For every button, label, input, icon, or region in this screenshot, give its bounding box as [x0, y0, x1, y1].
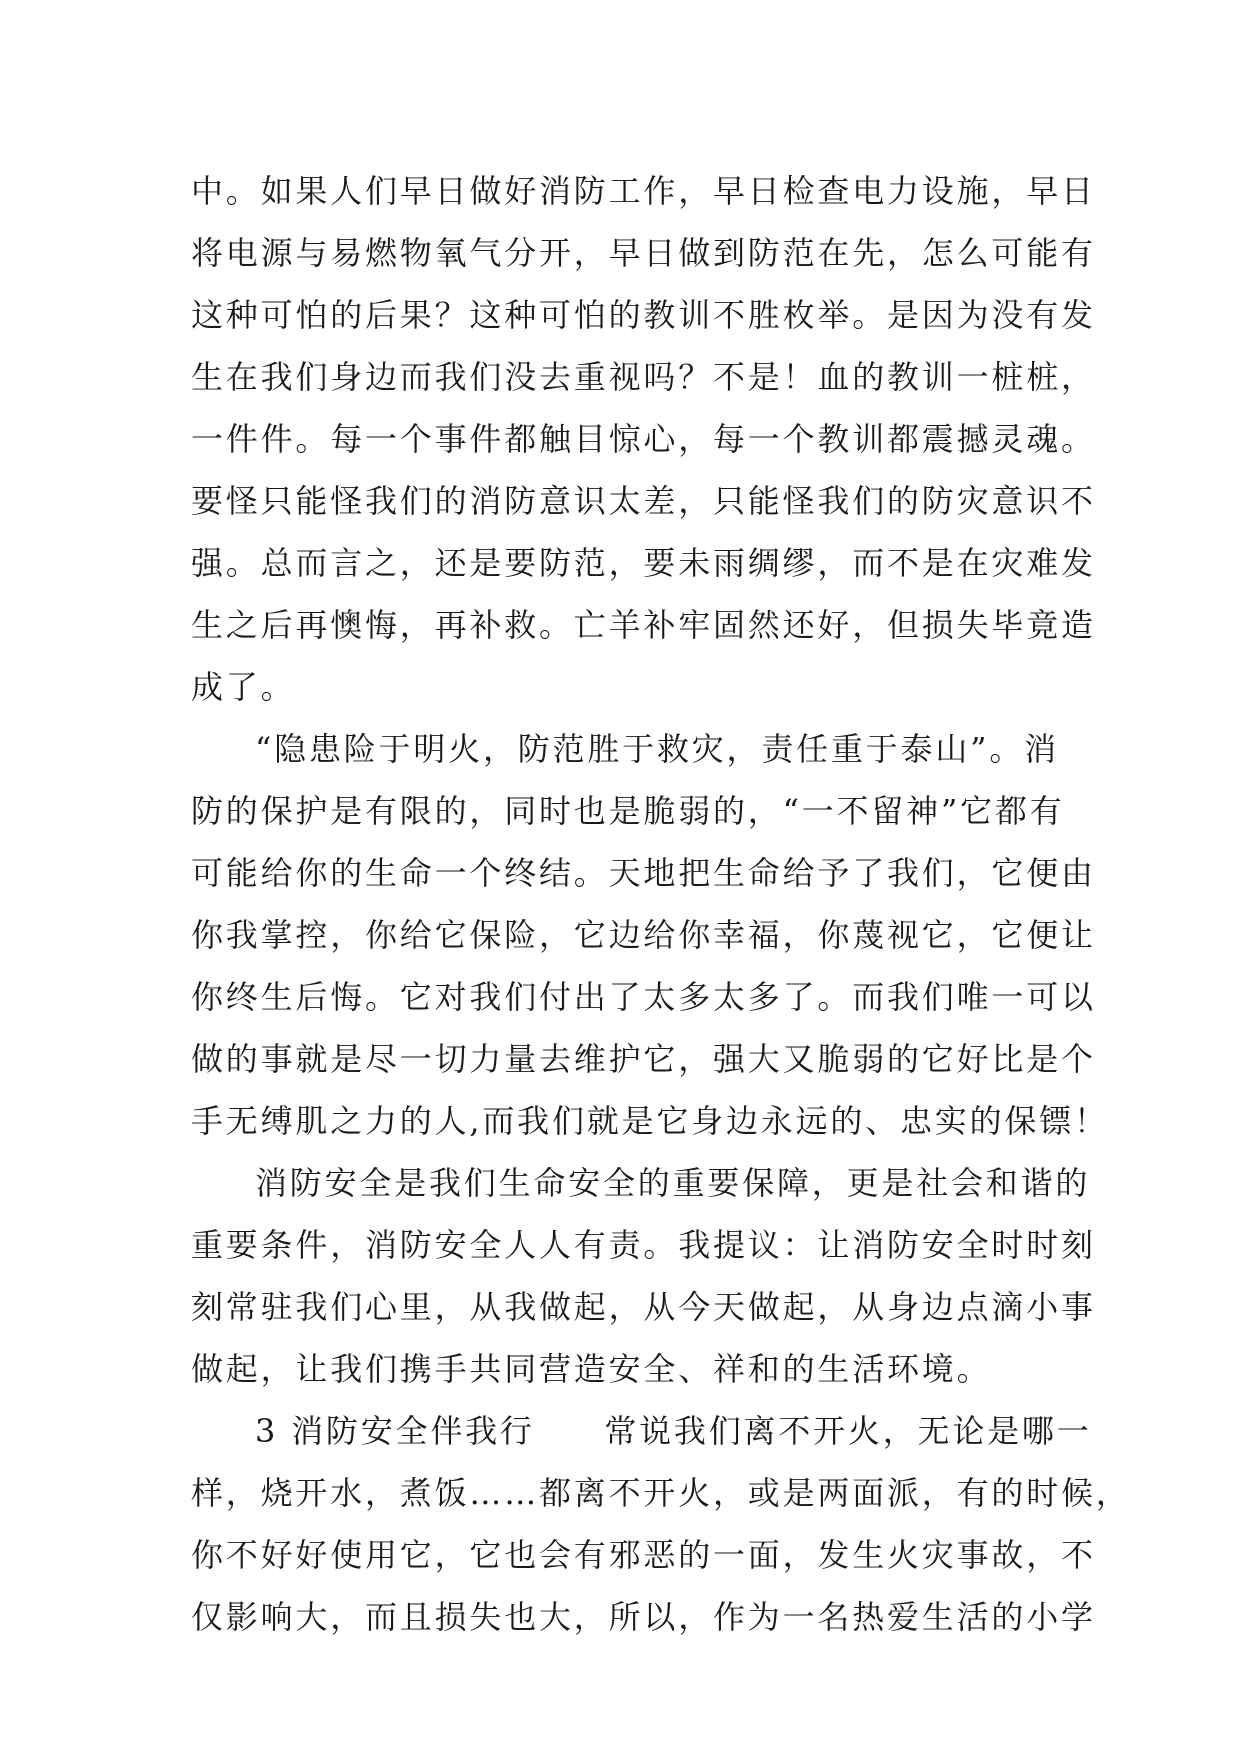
paragraph-start-line: 3 消防安全伴我行 常说我们离不开火，无论是哪一 — [255, 1412, 1092, 1450]
text-line: 一件件。每一个事件都触目惊心，每一个教训都震撼灵魂。 — [191, 420, 1096, 458]
paragraph-start-line: “隐患险于明火，防范胜于救灾，责任重于泰山”。消 — [255, 730, 1059, 768]
text-line: 手无缚肌之力的人,而我们就是它身边永远的、忠实的保镖！ — [191, 1102, 1109, 1140]
text-line: 防的保护是有限的，同时也是脆弱的，“一不留神”它都有 — [191, 792, 1065, 830]
text-line: 刻常驻我们心里，从我做起，从今天做起，从身边点滴小事 — [191, 1288, 1096, 1326]
body-text — [191, 160, 1131, 1648]
text-line: 样，烧开水，煮饭……都离不开火，或是两面派，有的时候， — [191, 1474, 1131, 1512]
text-line: 要怪只能怪我们的消防意识太差，只能怪我们的防灾意识不 — [191, 482, 1096, 520]
text-line: 这种可怕的后果？这种可怕的教训不胜枚举。是因为没有发 — [191, 296, 1096, 334]
text-line: 你不好好使用它，它也会有邪恶的一面，发生火灾事故，不 — [191, 1536, 1096, 1574]
text-line: 可能给你的生命一个终结。天地把生命给予了我们，它便由 — [191, 854, 1096, 892]
text-line: 生在我们身边而我们没去重视吗？不是！血的教训一桩桩， — [191, 358, 1096, 396]
text-line: 成了。 — [191, 668, 296, 706]
text-line: 中。如果人们早日做好消防工作，早日检查电力设施，早日 — [191, 172, 1096, 210]
text-line: 重要条件，消防安全人人有责。我提议：让消防安全时时刻 — [191, 1226, 1096, 1264]
text-line: 强。总而言之，还是要防范，要未雨绸缪，而不是在灾难发 — [191, 544, 1096, 582]
text-line: 做的事就是尽一切力量去维护它，强大又脆弱的它好比是个 — [191, 1040, 1096, 1078]
text-line: 生之后再懊悔，再补救。亡羊补牢固然还好，但损失毕竟造 — [191, 606, 1096, 644]
text-line: 你终生后悔。它对我们付出了太多太多了。而我们唯一可以 — [191, 978, 1096, 1016]
text-line: 仅影响大，而且损失也大，所以，作为一名热爱生活的小学 — [191, 1598, 1096, 1636]
paragraph-start-line: 消防安全是我们生命安全的重要保障，更是社会和谐的 — [255, 1164, 1091, 1202]
text-line: 做起，让我们携手共同营造安全、祥和的生活环境。 — [191, 1350, 992, 1388]
text-line: 你我掌控，你给它保险，它边给你幸福，你蔑视它，它便让 — [191, 916, 1096, 954]
text-line: 将电源与易燃物氧气分开，早日做到防范在先，怎么可能有 — [191, 234, 1096, 272]
